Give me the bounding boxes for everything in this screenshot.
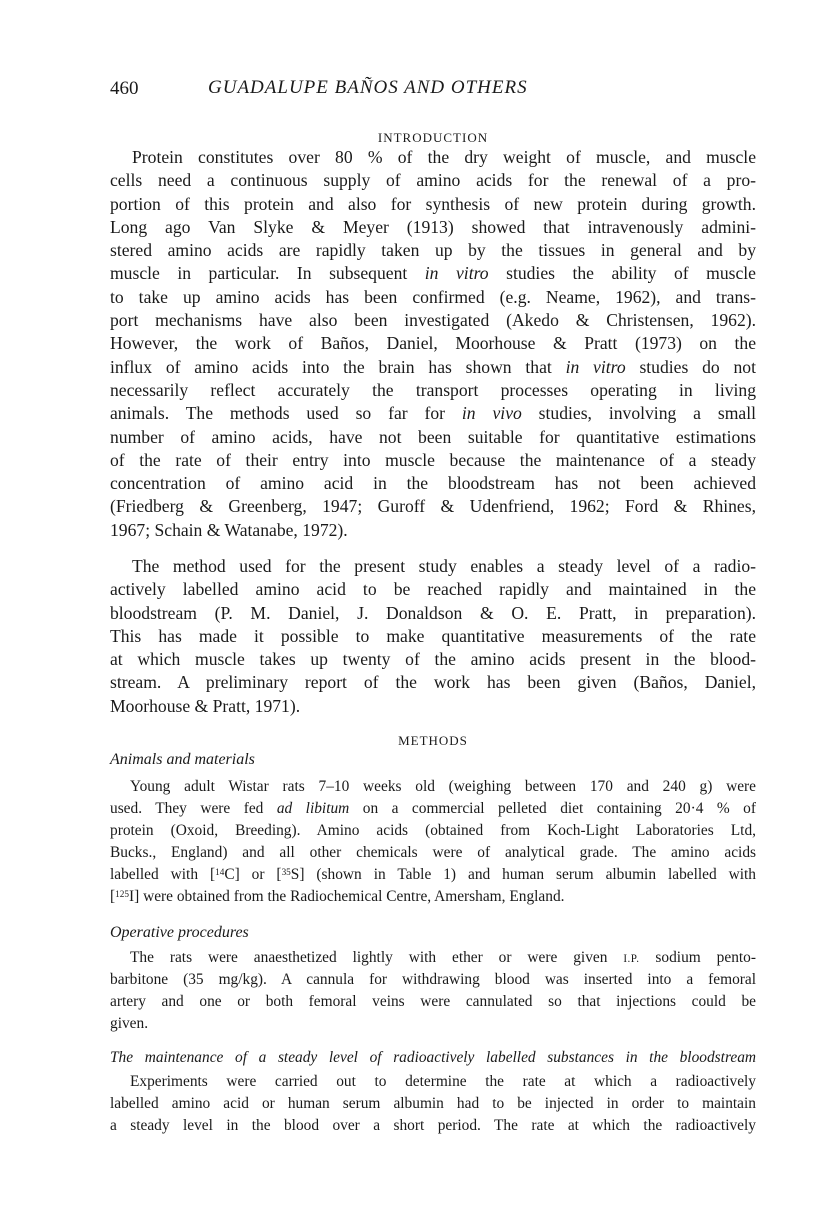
text-line xyxy=(110,695,756,718)
text-line xyxy=(110,886,756,908)
text-segment: concentration of amino acid in the bloodstream has not been achieved xyxy=(110,473,756,494)
introduction-heading: INTRODUCTION xyxy=(377,130,489,145)
text-segment: labelled with [ xyxy=(110,866,216,883)
text-segment: [ xyxy=(110,888,116,905)
text-line xyxy=(110,578,756,601)
text-segment: The rats were anaesthetized lightly with ether or were given xyxy=(130,949,624,966)
text-segment: studies, involving a small xyxy=(521,403,756,424)
text-line xyxy=(110,648,756,671)
text-segment: (Friedberg & Greenberg, 1947; Guroff & Udenfriend, 1962; Ford & Rhines, xyxy=(110,496,756,517)
text-segment: studies do not xyxy=(625,356,756,377)
text-line xyxy=(110,309,756,332)
text-line xyxy=(110,625,756,648)
small-caps-term: I.P. xyxy=(623,953,640,965)
text-segment: sodium pento- xyxy=(639,949,756,966)
text-segment: barbitone (35 mg/kg). A cannula for withdrawing blood was inserted into a femoral xyxy=(110,971,756,988)
text-segment: Young adult Wistar rats 7–10 weeks old (weighing between 170 and 240 g) were xyxy=(130,778,756,795)
text-segment: necessarily reflect accurately the transport processes operating in living xyxy=(110,379,756,400)
text-segment: of the rate of their entry into muscle because the maintenance of a steady xyxy=(110,449,756,470)
text-segment: Experiments were carried out to determine the rate at which a radioactively xyxy=(130,1073,756,1090)
text-segment: studies the ability of muscle xyxy=(488,263,756,284)
text-segment: stered amino acids are rapidly taken up by the tissues in general and by xyxy=(110,240,756,261)
text-line xyxy=(110,820,756,842)
isotope-superscript: 125 xyxy=(115,888,129,899)
italic-term: ad libitum xyxy=(276,800,350,817)
text-segment: a steady level in the blood over a short period. The rate at which the radioactively xyxy=(110,1117,756,1134)
text-segment: to take up amino acids has been confirmed (e.g. Neame, 1962), and trans- xyxy=(110,286,756,307)
text-line xyxy=(110,449,756,472)
text-line xyxy=(110,472,756,495)
text-line xyxy=(110,239,756,262)
isotope-superscript: 14 xyxy=(215,866,225,877)
text-segment: on a commercial pelleted diet containing 20·4 % of xyxy=(349,800,756,817)
text-line xyxy=(110,426,756,449)
text-line xyxy=(110,495,756,518)
methods-heading: METHODS xyxy=(398,733,468,748)
text-segment: stream. A preliminary report of the work has been given (Baños, Daniel, xyxy=(110,672,756,693)
text-line xyxy=(110,842,756,864)
text-segment: animals. The methods used so far for xyxy=(110,403,462,424)
text-line xyxy=(110,519,756,542)
text-segment: at which muscle takes up twenty of the amino acids present in the blood- xyxy=(110,649,756,670)
text-segment: However, the work of Baños, Daniel, Moorhouse & Pratt (1973) on the xyxy=(110,333,756,354)
text-segment: labelled amino acid or human serum albumin had to be injected in order to maintain xyxy=(110,1095,756,1112)
maintenance-paragraph xyxy=(110,1071,756,1137)
animals-paragraph xyxy=(110,776,756,908)
text-segment: number of amino acids, have not been suitable for quantitative estimations xyxy=(110,426,756,447)
text-segment: used. They were fed xyxy=(110,800,277,817)
operative-paragraph xyxy=(110,947,756,1035)
text-line xyxy=(110,216,756,239)
text-segment: This has made it possible to make quantitative measurements of the rate xyxy=(110,625,756,646)
text-line xyxy=(110,193,756,216)
text-line xyxy=(110,555,756,578)
text-line xyxy=(110,332,756,355)
text-line xyxy=(110,776,756,798)
text-line xyxy=(110,602,756,625)
text-segment: The method used for the present study enables a steady level of a radio- xyxy=(132,556,756,576)
text-line xyxy=(110,262,756,285)
running-title: GUADALUPE BAÑOS AND OTHERS xyxy=(208,77,528,98)
text-segment: artery and one or both femoral veins were cannulated so that injections could be xyxy=(110,993,756,1010)
text-segment: muscle in particular. In subsequent xyxy=(110,263,425,284)
text-segment: actively labelled amino acid to be reached rapidly and maintained in the xyxy=(110,579,756,600)
italic-term: in vitro xyxy=(565,356,626,377)
text-line xyxy=(110,1093,756,1115)
text-segment: bloodstream (P. M. Daniel, J. Donaldson & O. E. Pratt, in preparation). xyxy=(110,602,756,623)
text-segment: given. xyxy=(110,1015,149,1032)
text-line xyxy=(110,402,756,425)
text-segment: Bucks., England) and all other chemicals were of analytical grade. The amino acids xyxy=(110,844,756,861)
page-number: 460 xyxy=(110,78,139,99)
text-segment: port mechanisms have also been investigated (Akedo & Christensen, 1962). xyxy=(110,310,756,331)
text-segment: I] were obtained from the Radiochemical Centre, Amersham, England. xyxy=(129,888,565,905)
text-line xyxy=(110,1071,756,1093)
text-segment: Moorhouse & Pratt, 1971). xyxy=(110,695,301,716)
text-line xyxy=(110,1013,756,1035)
text-line xyxy=(110,169,756,192)
text-segment: S] (shown in Table 1) and human serum albumin labelled with xyxy=(290,866,756,883)
subsection-title-maintenance: The maintenance of a steady level of radioactively labelled substances in the bloodstream xyxy=(110,1049,756,1066)
text-segment: 1967; Schain & Watanabe, 1972). xyxy=(110,519,348,540)
text-line xyxy=(110,379,756,402)
text-segment: cells need a continuous supply of amino acids for the renewal of a pro- xyxy=(110,170,756,191)
subsection-title-operative: Operative procedures xyxy=(110,924,249,941)
text-segment: Protein constitutes over 80 % of the dry weight of muscle, and muscle xyxy=(132,147,756,167)
intro-paragraph-2 xyxy=(110,555,756,718)
text-line xyxy=(110,146,756,169)
text-line xyxy=(110,991,756,1013)
text-segment: C] or [ xyxy=(224,866,282,883)
text-segment: Long ago Van Slyke & Meyer (1913) showed that intravenously admini- xyxy=(110,216,756,237)
text-line xyxy=(110,864,756,886)
text-segment: protein (Oxoid, Breeding). Amino acids (obtained from Koch-Light Laboratories Ltd, xyxy=(110,822,756,839)
text-line xyxy=(110,969,756,991)
text-line xyxy=(110,286,756,309)
text-segment: influx of amino acids into the brain has shown that xyxy=(110,356,566,377)
italic-term: in vitro xyxy=(424,263,489,284)
italic-term: in vivo xyxy=(461,403,522,424)
text-line xyxy=(110,671,756,694)
intro-paragraph-1 xyxy=(110,146,756,542)
text-line xyxy=(110,947,756,969)
text-line xyxy=(110,1115,756,1137)
text-line xyxy=(110,798,756,820)
text-segment: portion of this protein and also for synthesis of new protein during growth. xyxy=(110,193,756,214)
text-line xyxy=(110,356,756,379)
isotope-superscript: 35 xyxy=(281,866,291,877)
subsection-title-animals: Animals and materials xyxy=(110,751,255,768)
